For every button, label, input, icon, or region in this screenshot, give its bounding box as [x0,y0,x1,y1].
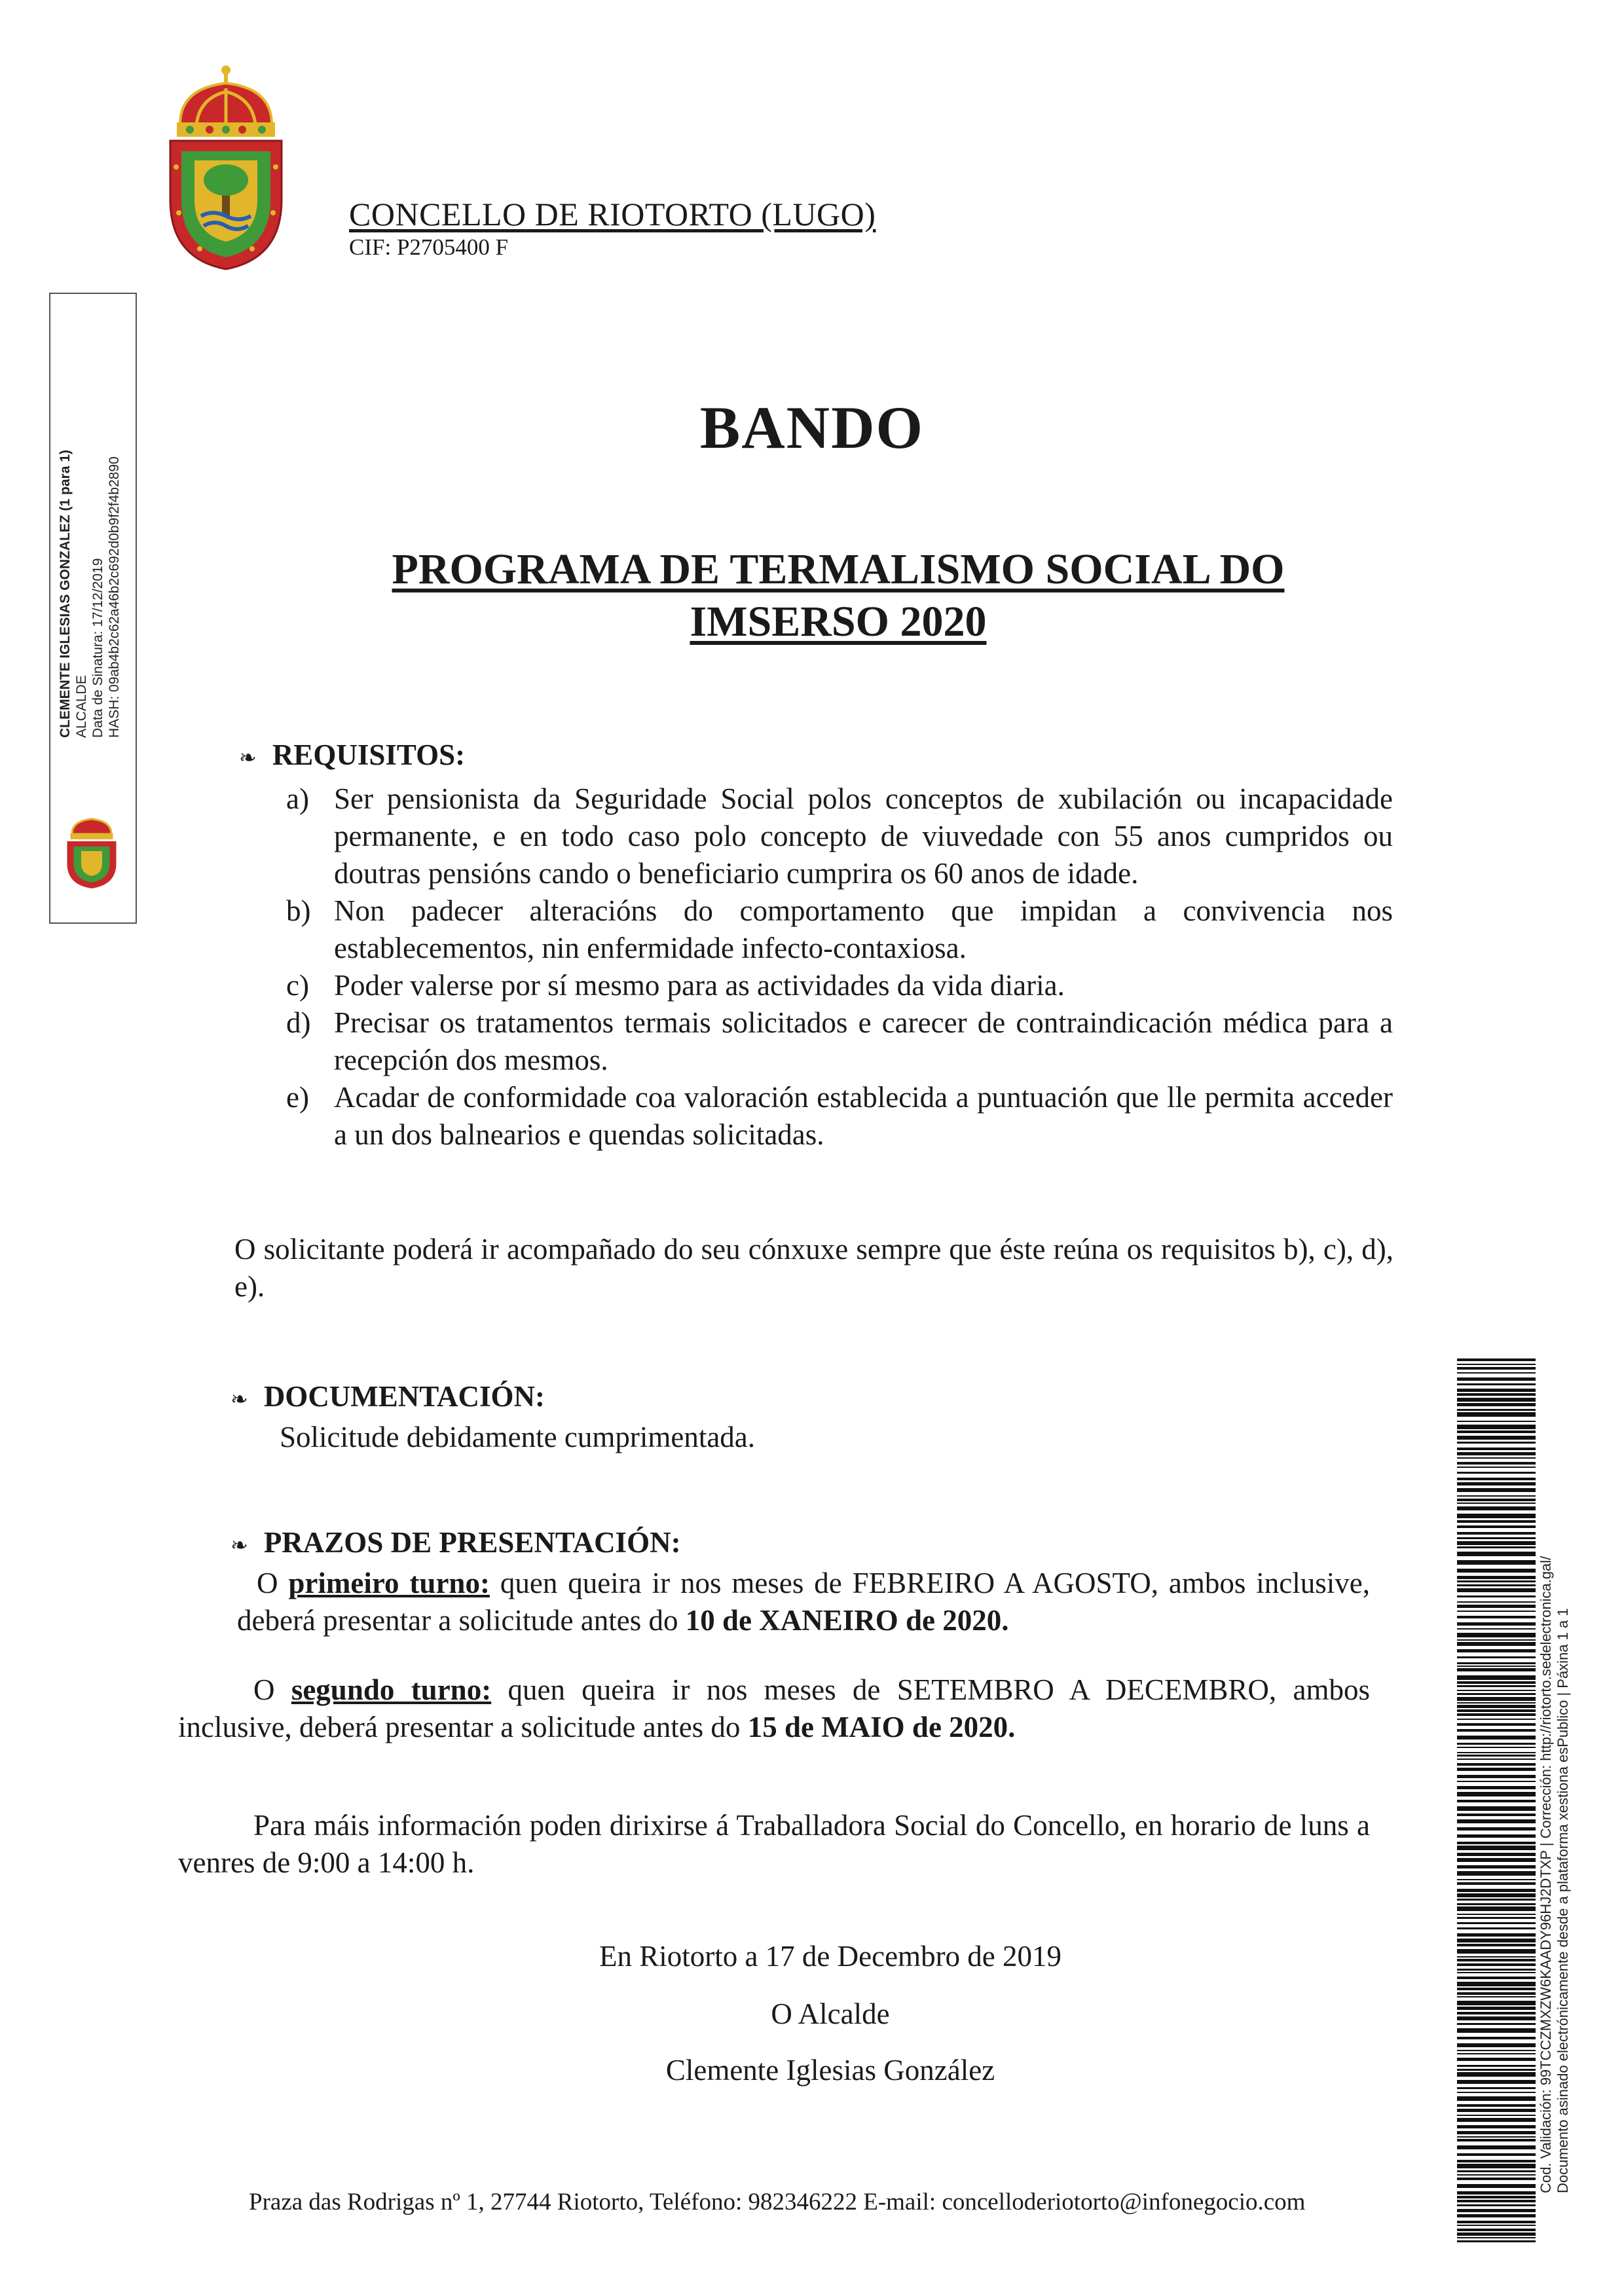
barcode-bar [1457,1792,1536,1796]
requisitos-list [286,780,1393,1154]
barcode-bar [1457,1358,1536,1361]
barcode-bar [1457,1639,1536,1641]
documentacion-heading-text: DOCUMENTACIÓN: [263,1380,545,1413]
barcode-bar [1457,1372,1536,1374]
barcode-bar [1457,1755,1536,1757]
program-title-line1: PROGRAMA DE TERMALISMO SOCIAL DO [392,545,1285,593]
barcode-bar [1457,2012,1536,2014]
validation-code: Cod. Validación: 99TCCZMXZW6KAADY96HJ2DTXP | Corrección: http://riotorto.sedelectronica.gal/ [1538,1556,1554,2193]
barcode-bar [1457,1642,1536,1646]
list-item-letter: d) [286,1006,311,1039]
barcode-bar [1457,1616,1536,1618]
turn1-deadline: 10 de XANEIRO de 2020. [685,1604,1009,1637]
barcode-bar [1457,1403,1536,1406]
barcode-bar [1457,2007,1536,2010]
barcode-bar [1457,1842,1536,1844]
barcode-bar [1457,1514,1536,1518]
barcode-bar [1457,2001,1536,2005]
barcode-bar [1457,1949,1536,1954]
barcode-bar [1457,1364,1536,1365]
list-item-letter: b) [286,894,311,927]
barcode-bar [1457,2153,1536,2156]
barcode-bar [1457,1713,1536,1716]
barcode-bar [1457,1525,1536,1528]
section-bullet-icon: ❧ [239,746,257,769]
barcode-bar [1457,2131,1536,2134]
barcode-bar [1457,1383,1536,1385]
barcode-bar [1457,1478,1536,1480]
list-item-text: Non padecer alteracións do comportamento que impidan a convivencia nos establecementos, nin enfermidade infecto-contaxiosa. [334,894,1393,964]
barcode-bar [1457,1633,1536,1637]
list-item [286,1004,1393,1079]
turn2-deadline: 15 de MAIO de 2020. [747,1711,1016,1743]
barcode-bar [1457,1398,1536,1402]
barcode-bar [1457,1982,1536,1986]
barcode-bar [1457,1781,1536,1782]
program-title [262,543,1414,648]
barcode-bar [1457,1430,1536,1433]
barcode-bar [1457,1595,1536,1597]
barcode-bar [1457,2109,1536,2112]
section-bullet-icon: ❧ [231,1387,248,1411]
barcode-bar [1457,1723,1536,1726]
barcode-bar [1457,1488,1536,1492]
barcode-bar [1457,1693,1536,1695]
barcode-bar [1457,1917,1536,1919]
barcode-bar [1457,2170,1536,2172]
barcode-bar [1457,1827,1536,1831]
documentacion-text: Solicitude debidamente cumprimentada. [280,1421,756,1453]
barcode-bar [1457,1611,1536,1612]
barcode-bar [1457,1560,1536,1565]
signature-name: Clemente Iglesias González [665,2054,995,2086]
barcode-bar [1457,1922,1536,1924]
barcode-bar [1457,1939,1536,1942]
barcode-bar [1457,2072,1536,2077]
barcode-bar [1457,1472,1536,1474]
barcode-bar [1457,1963,1536,1966]
list-item-text: Ser pensionista da Seguridade Social polos conceptos de xubilación ou incapacidade permanente, e en todo caso polo concepto de viuvedade con 55 anos cumpridos ou doutras pensións cando o beneficiario cumprira os 60 anos de idade. [334,782,1393,890]
barcode-bar [1457,1944,1536,1946]
requisitos-note: O solicitante poderá ir acompañado do seu cónxuxe sempre que éste reúna os requisitos b), c), d), e). [234,1233,1393,1303]
list-item [286,892,1393,967]
barcode-bar [1457,1879,1536,1880]
barcode-bar [1457,2092,1536,2093]
list-item-letter: c) [286,969,309,1002]
barcode-bar [1457,1588,1536,1592]
list-item-letter: e) [286,1081,309,1114]
barcode-bar [1457,1541,1536,1545]
validation-barcode [1457,1358,1536,2242]
barcode-bar [1457,1520,1536,1523]
barcode-bar [1457,2160,1536,2162]
barcode-bar [1457,1871,1536,1876]
barcode-bar [1457,1421,1536,1422]
barcode-bar [1457,1899,1536,1901]
barcode-bar [1457,2069,1536,2071]
prazos-turn2 [178,1671,1370,1746]
barcode-bar [1457,2214,1536,2217]
municipal-crest-logo [160,62,291,272]
barcode-bar [1457,1409,1536,1411]
barcode-bar [1457,1927,1536,1929]
validation-platform: Documento asinado electrónicamente desde a plataforma xestiona esPublico | Páxina 1 a 1 [1555,1608,1571,2193]
barcode-bar [1457,1747,1536,1748]
barcode-bar [1457,1972,1536,1973]
barcode-bar [1457,1763,1536,1766]
barcode-bar [1457,2191,1536,2195]
barcode-bar [1457,1499,1536,1501]
barcode-bar [1457,1956,1536,1958]
prazos-info: Para máis información poden dirixirse á Traballadora Social do Concello, en horario de luns a venres de 9:00 a 14:00 h. [178,1809,1370,1879]
barcode-bar [1457,2080,1536,2084]
barcode-bar [1457,1858,1536,1862]
barcode-bar [1457,2087,1536,2089]
barcode-bar [1457,1584,1536,1586]
barcode-bar [1457,1649,1536,1652]
barcode-bar [1457,1482,1536,1485]
barcode-bar [1457,1889,1536,1892]
barcode-bar [1457,1959,1536,1961]
barcode-bar [1457,1580,1536,1582]
barcode-bar [1457,1393,1536,1396]
barcode-bar [1457,1666,1536,1667]
barcode-bar [1457,1729,1536,1732]
requisitos-heading [239,738,465,772]
signature-stamp-text [57,450,122,738]
prazos-heading [231,1525,681,1559]
barcode-bar [1457,1448,1536,1450]
barcode-bar [1457,1719,1536,1720]
barcode-bar [1457,2196,1536,2198]
stamp-date: Data de Sinatura: 17/12/2019 [90,558,105,738]
barcode-bar [1457,1546,1536,1548]
barcode-bar [1457,1775,1536,1778]
barcode-bar [1457,2174,1536,2176]
barcode-bar [1457,2023,1536,2025]
barcode-bar [1457,1988,1536,1990]
signature-role: O Alcalde [771,1997,890,2030]
barcode-bar [1457,2225,1536,2226]
barcode-bar [1457,1690,1536,1691]
barcode-bar [1457,1705,1536,1708]
barcode-bar [1457,2065,1536,2067]
barcode-bar [1457,2139,1536,2141]
barcode-bar [1457,1806,1536,1811]
barcode-bar [1457,1425,1536,1429]
barcode-bar [1457,1681,1536,1684]
barcode-bar [1457,1914,1536,1915]
barcode-bar [1457,1685,1536,1687]
barcode-bar [1457,2058,1536,2061]
barcode-bar [1457,2184,1536,2188]
barcode-bar [1457,2136,1536,2138]
list-item [286,967,1393,1004]
signature-place-date: En Riotorto a 17 de Decembro de 2019 [599,1940,1062,1973]
turn2-prefix: O [253,1673,291,1706]
barcode-bar [1457,1662,1536,1664]
barcode-bar [1457,1906,1536,1911]
stamp-hash: HASH: 09ab4b2c62a46b2c692d0b9f2f4b2890 [107,456,122,738]
barcode-bar [1457,1605,1536,1608]
barcode-bar [1457,1622,1536,1626]
barcode-bar [1457,1992,1536,1995]
list-item-text: Poder valerse por sí mesmo para as actividades da vida diaria. [334,969,1065,1002]
organization-name: CONCELLO DE RIOTORTO (LUGO) [349,196,876,232]
footer-address: Praza das Rodrigas nº 1, 27744 Riotorto, Teléfono: 982346222 E-mail: concelloderiotorto@infonegocio.com [249,2189,1306,2215]
barcode-bar [1457,1675,1536,1680]
barcode-bar [1457,1532,1536,1535]
turn1-text: quen queira ir nos meses de FEBREIRO A AGOSTO, ambos inclusive, deberá presentar a solicitude antes do [237,1567,1370,1637]
barcode-bar [1457,1882,1536,1885]
stamp-signer: CLEMENTE IGLESIAS GONZALEZ (1 para 1) [58,450,73,738]
document-title: BANDO [699,394,925,461]
barcode-bar [1457,2043,1536,2047]
turn1-label: primeiro turno: [288,1567,490,1599]
barcode-bar [1457,1697,1536,1701]
section-bullet-icon: ❧ [231,1533,248,1557]
barcode-bar [1457,2050,1536,2051]
barcode-bar [1457,1819,1536,1823]
barcode-bar [1457,2229,1536,2231]
barcode-bar [1457,1495,1536,1497]
barcode-bar [1457,1389,1536,1392]
barcode-bar [1457,1709,1536,1712]
barcode-bar [1457,1865,1536,1868]
barcode-bar [1457,1977,1536,1979]
list-item [286,780,1393,892]
barcode-bar [1457,1552,1536,1556]
barcode-bar [1457,1813,1536,1816]
barcode-bar [1457,1736,1536,1740]
barcode-bar [1457,1846,1536,1850]
barcode-bar [1457,1503,1536,1504]
barcode-bar [1457,1853,1536,1856]
barcode-bar [1457,2178,1536,2180]
barcode-bar [1457,1834,1536,1838]
barcode-bar [1457,1457,1536,1459]
list-item-text: Acadar de conformidade coa valoración establecida a puntuación que lle permita acceder a un dos balnearios e quendas solicitadas. [334,1081,1393,1151]
barcode-bar [1457,2115,1536,2116]
barcode-bar [1457,2240,1536,2242]
barcode-bar [1457,2232,1536,2236]
stamp-crest-icon [59,811,124,890]
barcode-bar [1457,1367,1536,1370]
barcode-bar [1457,2118,1536,2122]
barcode-bar [1457,1628,1536,1630]
prazos-heading-text: PRAZOS DE PRESENTACIÓN: [263,1526,681,1559]
barcode-bar [1457,2209,1536,2212]
barcode-bar [1457,2104,1536,2107]
stamp-role: ALCALDE [74,675,89,738]
barcode-bar [1457,2037,1536,2039]
program-title-line2: IMSERSO 2020 [690,598,987,646]
signature-stamp [49,293,137,924]
barcode-bar [1457,2096,1536,2101]
barcode-bar [1457,1786,1536,1789]
barcode-bar [1457,1933,1536,1937]
turn1-prefix: O [257,1567,289,1599]
barcode-bar [1457,2016,1536,2020]
barcode-bar [1457,2053,1536,2054]
organization-cif: CIF: P2705400 F [349,234,509,260]
barcode-bar [1457,2164,1536,2168]
barcode-bar [1457,2204,1536,2206]
barcode-bar [1457,1752,1536,1753]
barcode-bar [1457,2237,1536,2238]
barcode-bar [1457,1800,1536,1802]
barcode-bar [1457,1462,1536,1465]
barcode-bar [1457,1452,1536,1455]
barcode-bar [1457,1702,1536,1704]
barcode-bar [1457,1576,1536,1579]
barcode-bar [1457,1656,1536,1658]
barcode-bar [1457,1601,1536,1603]
barcode-bar [1457,1903,1536,1905]
barcode-bar [1457,2145,1536,2149]
barcode-bar [1457,1768,1536,1771]
barcode-bar [1457,1412,1536,1417]
barcode-bar [1457,2200,1536,2202]
barcode-bar [1457,1506,1536,1510]
documentacion-heading [231,1379,545,1413]
barcode-bar [1457,1569,1536,1573]
barcode-bar [1457,1537,1536,1539]
barcode-bar [1457,2125,1536,2128]
requisitos-heading-text: REQUISITOS: [272,738,466,771]
barcode-bar [1457,1467,1536,1468]
barcode-bar [1457,1996,1536,1997]
barcode-bar [1457,2221,1536,2223]
barcode-bar [1457,1442,1536,1444]
list-item-text: Precisar os tratamentos termais solicitados e carecer de contraindicación médica para a recepción dos mesmos. [334,1006,1393,1076]
list-item [286,1079,1393,1154]
barcode-bar [1457,1436,1536,1440]
barcode-bar [1457,1758,1536,1760]
turn2-label: segundo turno: [291,1673,492,1706]
list-item-letter: a) [286,782,309,815]
turn2-text: quen queira ir nos meses de SETEMBRO A DECEMBRO, ambos inclusive, deberá presentar a solicitude antes do [178,1673,1370,1743]
barcode-bar [1457,1893,1536,1897]
prazos-turn1 [237,1565,1370,1639]
barcode-bar [1457,1377,1536,1381]
barcode-bar [1457,1668,1536,1671]
barcode-bar [1457,2028,1536,2033]
barcode-bar [1457,1743,1536,1745]
barcode-bar [1457,1969,1536,1971]
validation-text [1538,1556,1572,2193]
